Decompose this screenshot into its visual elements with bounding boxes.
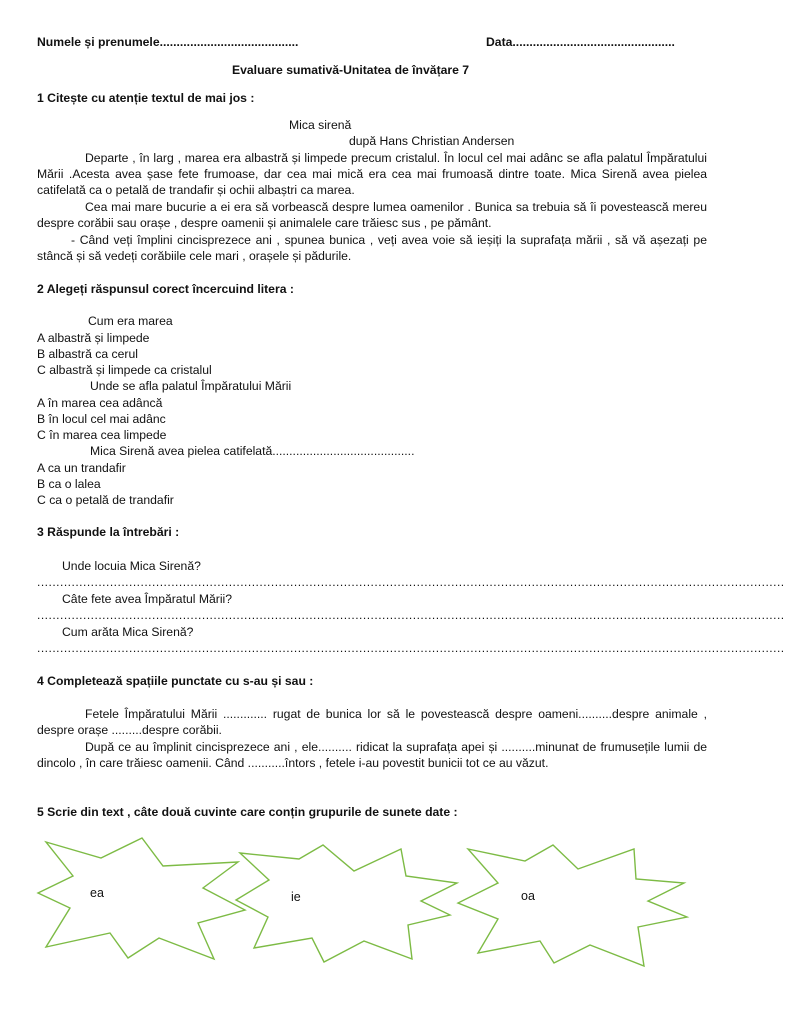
ex3-answer-line-1[interactable]: ................................................................................................................................................................................................... — [37, 575, 785, 589]
page-title: Evaluare sumativă-Unitatea de învățare 7 — [232, 63, 470, 77]
ex3-instruction: 3 Răspunde la întrebări : — [37, 525, 180, 539]
ex2-q2-option-c[interactable]: C în marea cea limpede — [37, 428, 167, 442]
ex2-instruction: 2 Alegeți răspunsul corect încercuind litera : — [37, 282, 294, 296]
ex2-q1-option-a[interactable]: A albastră și limpede — [37, 331, 150, 345]
name-field: Numele și prenumele......................................... — [37, 35, 299, 49]
ex2-q2-option-a[interactable]: A în marea cea adâncă — [37, 396, 163, 410]
ex3-answer-line-2[interactable]: ................................................................................................................................................................................................... — [37, 608, 785, 622]
group-label-ea: ea — [90, 886, 104, 900]
story-paragraph-3: - Când veți împlini cincisprezece ani , spunea bunica , veți avea voie să ieșiți la suprafața mării , să vă așezați pe stâncă și să vedeți corăbiile cele mari , orașele și pădurile. — [37, 233, 707, 264]
group-label-ie: ie — [291, 890, 301, 904]
ex3-question-3: Cum arăta Mica Sirenă? — [62, 625, 194, 639]
ex3-answer-line-3[interactable]: ................................................................................................................................................................................................... — [37, 641, 785, 655]
star-shape-ie — [236, 845, 458, 963]
story-paragraph-2: Cea mai mare bucurie a ei era să vorbească despre lumea oamenilor . Bunica sa trebuia să îi povestească mereu despre corăbii sau orașe , despre oamenii și animalele care trăiesc sus , pe pământ. — [37, 200, 707, 231]
ex4-paragraph-2: După ce au împlinit cincisprezece ani , ele.......... ridicat la suprafața apei și ..........minunat de frumusețile lumii de dincolo , în care trăiesc oamenii. Când ...........întors , fetele i-au povestit bunicii tot ce au văzut. — [37, 740, 707, 771]
ex2-question-3: Mica Sirenă avea pielea catifelată.......................................... — [90, 444, 415, 458]
ex2-q3-option-c[interactable]: C ca o petală de trandafir — [37, 493, 174, 507]
story-paragraph-1: Departe , în larg , marea era albastră și limpede precum cristalul. În locul cel mai adânc se afla palatul Împăratului Mării .Acesta avea șase fete frumoase, dar cea mai mică era cea mai frumoasă dintre toate. Mica Sirenă avea pielea catifelată ca o petală de trandafir și ochii albaștri ca marea. — [37, 151, 707, 198]
ex1-instruction: 1 Citește cu atenție textul de mai jos : — [37, 91, 255, 105]
ex2-question-1: Cum era marea — [88, 314, 173, 328]
star-shape-ea — [38, 838, 246, 960]
ex3-question-1: Unde locuia Mica Sirenă? — [62, 559, 201, 573]
story-title: Mica sirenă — [289, 118, 352, 132]
ex2-question-2: Unde se afla palatul Împăratului Mării — [90, 379, 292, 393]
group-label-oa: oa — [521, 889, 535, 903]
ex2-q2-option-b[interactable]: B în locul cel mai adânc — [37, 412, 166, 426]
ex5-instruction: 5 Scrie din text , câte două cuvinte care conțin grupurile de sunete date : — [37, 805, 458, 819]
ex2-q3-option-b[interactable]: B ca o lalea — [37, 477, 101, 491]
star-shape-oa — [458, 845, 688, 967]
ex4-instruction: 4 Completează spațiile punctate cu s-au și sau : — [37, 674, 314, 688]
ex2-q1-option-c[interactable]: C albastră și limpede ca cristalul — [37, 363, 212, 377]
story-author: după Hans Christian Andersen — [349, 134, 515, 148]
ex4-paragraph-1: Fetele Împăratului Mării ............. rugat de bunica lor să le povestească despre oameni..........despre animale , despre orașe .........despre corăbii. — [37, 707, 707, 738]
ex2-q1-option-b[interactable]: B albastră ca cerul — [37, 347, 138, 361]
ex3-question-2: Câte fete avea Împăratul Mării? — [62, 592, 233, 606]
date-field: Data................................................ — [486, 35, 675, 49]
ex2-q3-option-a[interactable]: A ca un trandafir — [37, 461, 126, 475]
